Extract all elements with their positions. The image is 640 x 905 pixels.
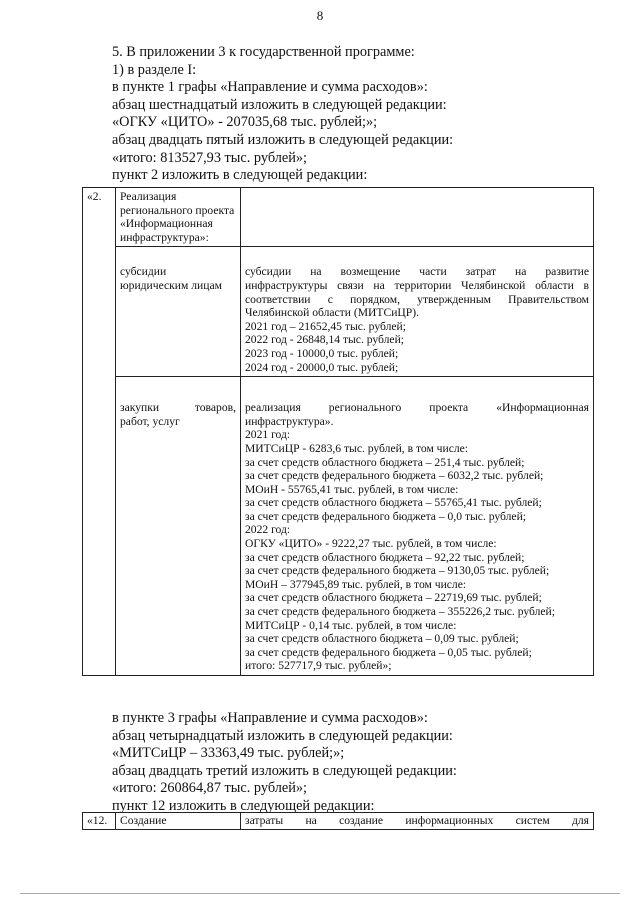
procurement-line: за счет средств областного бюджета – 22719,69 тыс. рублей;: [245, 591, 542, 605]
procurement-line: итого: 527717,9 тыс. рублей»;: [245, 659, 392, 673]
table-row: [83, 813, 594, 830]
procurement-line: за счет средств областного бюджета – 92,22 тыс. рублей;: [245, 550, 525, 564]
subsidy-label: субсидии юридическим лицам: [116, 247, 241, 377]
table-row: [83, 188, 594, 247]
continuation-table: [82, 812, 594, 830]
procurement-desc-line: реализация регионального проекта «Информационная: [245, 401, 589, 415]
procurement-description: [241, 377, 594, 676]
procurement-line: 2021 год:: [245, 428, 291, 442]
outro-line: абзац двадцать третий изложить в следующей редакции:: [112, 762, 457, 779]
procurement-label-word: товаров,: [194, 401, 236, 415]
subsidy-desc-line: соответствии с порядком, утвержденным Правительством: [245, 292, 589, 306]
intro-line: «итого: 813527,93 тыс. рублей»;: [112, 149, 307, 166]
subsidy-year-line: 2021 год – 21652,45 тыс. рублей;: [245, 319, 406, 333]
outro-line: абзац четырнадцатый изложить в следующей редакции:: [112, 727, 453, 744]
procurement-line: МОиН - 55765,41 тыс. рублей, в том числе:: [245, 482, 459, 496]
procurement-label-word: закупки: [120, 401, 160, 415]
procurement-label: [116, 377, 241, 676]
intro-line: абзац двадцать пятый изложить в следующей редакции:: [112, 131, 454, 148]
procurement-line: за счет средств федерального бюджета – 9130,05 тыс. рублей;: [245, 564, 550, 578]
procurement-label-line: работ, услуг: [120, 414, 180, 428]
subsidy-description: [241, 247, 594, 377]
procurement-line: 2022 год:: [245, 523, 291, 537]
subsidy-year-line: 2023 год - 10000,0 тыс. рублей;: [245, 346, 399, 360]
table-row: [83, 377, 594, 676]
intro-line: 5. В приложении 3 к государственной программе:: [112, 44, 415, 60]
procurement-line: МИТСиЦР - 6283,6 тыс. рублей, в том числе:: [245, 441, 469, 455]
procurement-line: за счет средств федерального бюджета – 6032,2 тыс. рублей;: [245, 469, 544, 483]
outro-line: «МИТСиЦР – 33363,49 тыс. рублей;»;: [112, 745, 345, 762]
procurement-line: МОиН – 377945,89 тыс. рублей, в том числе:: [245, 577, 467, 591]
intro-line: пункт 2 изложить в следующей редакции:: [112, 167, 368, 184]
procurement-line: за счет средств областного бюджета – 0,09 тыс. рублей;: [245, 632, 519, 646]
row-number: «2.: [83, 188, 116, 676]
procurement-line: ОГКУ «ЦИТО» - 9222,27 тыс. рублей, в том числе:: [245, 537, 497, 551]
page-bottom-rule: [20, 893, 620, 894]
procurement-line: за счет средств областного бюджета – 251,4 тыс. рублей;: [245, 455, 525, 469]
outro-line: в пункте 3 графы «Направление и сумма расходов»:: [112, 710, 428, 726]
page-number: 8: [316, 8, 324, 23]
row-description: затраты на создание информационных систем для: [241, 813, 594, 830]
subsidy-desc-line: инфраструктуры связи на территории Челябинской области в: [245, 278, 589, 292]
procurement-line: за счет средств федерального бюджета – 0,0 тыс. рублей;: [245, 509, 526, 523]
intro-line: 1) в разделе I:: [112, 61, 197, 78]
intro-line: абзац шестнадцатый изложить в следующей редакции:: [112, 96, 447, 113]
table-row: [83, 247, 594, 377]
outro-line: «итого: 260864,87 тыс. рублей»;: [112, 780, 307, 797]
row-number: «12.: [83, 813, 116, 830]
row-title: Реализация регионального проекта «Информационная инфраструктура»:: [116, 188, 241, 247]
outro-text: [112, 710, 592, 816]
subsidy-desc-line: Челябинской области (МИТСиЦР).: [245, 306, 419, 320]
intro-line: «ОГКУ «ЦИТО» - 207035,68 тыс. рублей;»;: [112, 114, 378, 131]
procurement-line: МИТСиЦР - 0,14 тыс. рублей, в том числе:: [245, 618, 457, 632]
row-description: [241, 188, 594, 247]
intro-line: в пункте 1 графы «Направление и сумма расходов»:: [112, 79, 428, 96]
procurement-line: за счет средств федерального бюджета – 0,05 тыс. рублей;: [245, 645, 532, 659]
row-title: Создание: [116, 813, 241, 830]
procurement-desc-line: инфраструктура».: [245, 414, 334, 428]
procurement-line: за счет средств областного бюджета – 55765,41 тыс. рублей;: [245, 496, 542, 510]
expense-table: [82, 187, 594, 676]
subsidy-desc-line: субсидии на возмещение части затрат на развитие: [245, 265, 589, 279]
outro-line: пункт 12 изложить в следующей редакции:: [112, 797, 375, 814]
procurement-line: за счет средств федерального бюджета – 355226,2 тыс. рублей;: [245, 605, 555, 619]
intro-text: [112, 44, 592, 185]
subsidy-year-line: 2024 год - 20000,0 тыс. рублей;: [245, 360, 399, 374]
subsidy-year-line: 2022 год - 26848,14 тыс. рублей;: [245, 333, 405, 347]
